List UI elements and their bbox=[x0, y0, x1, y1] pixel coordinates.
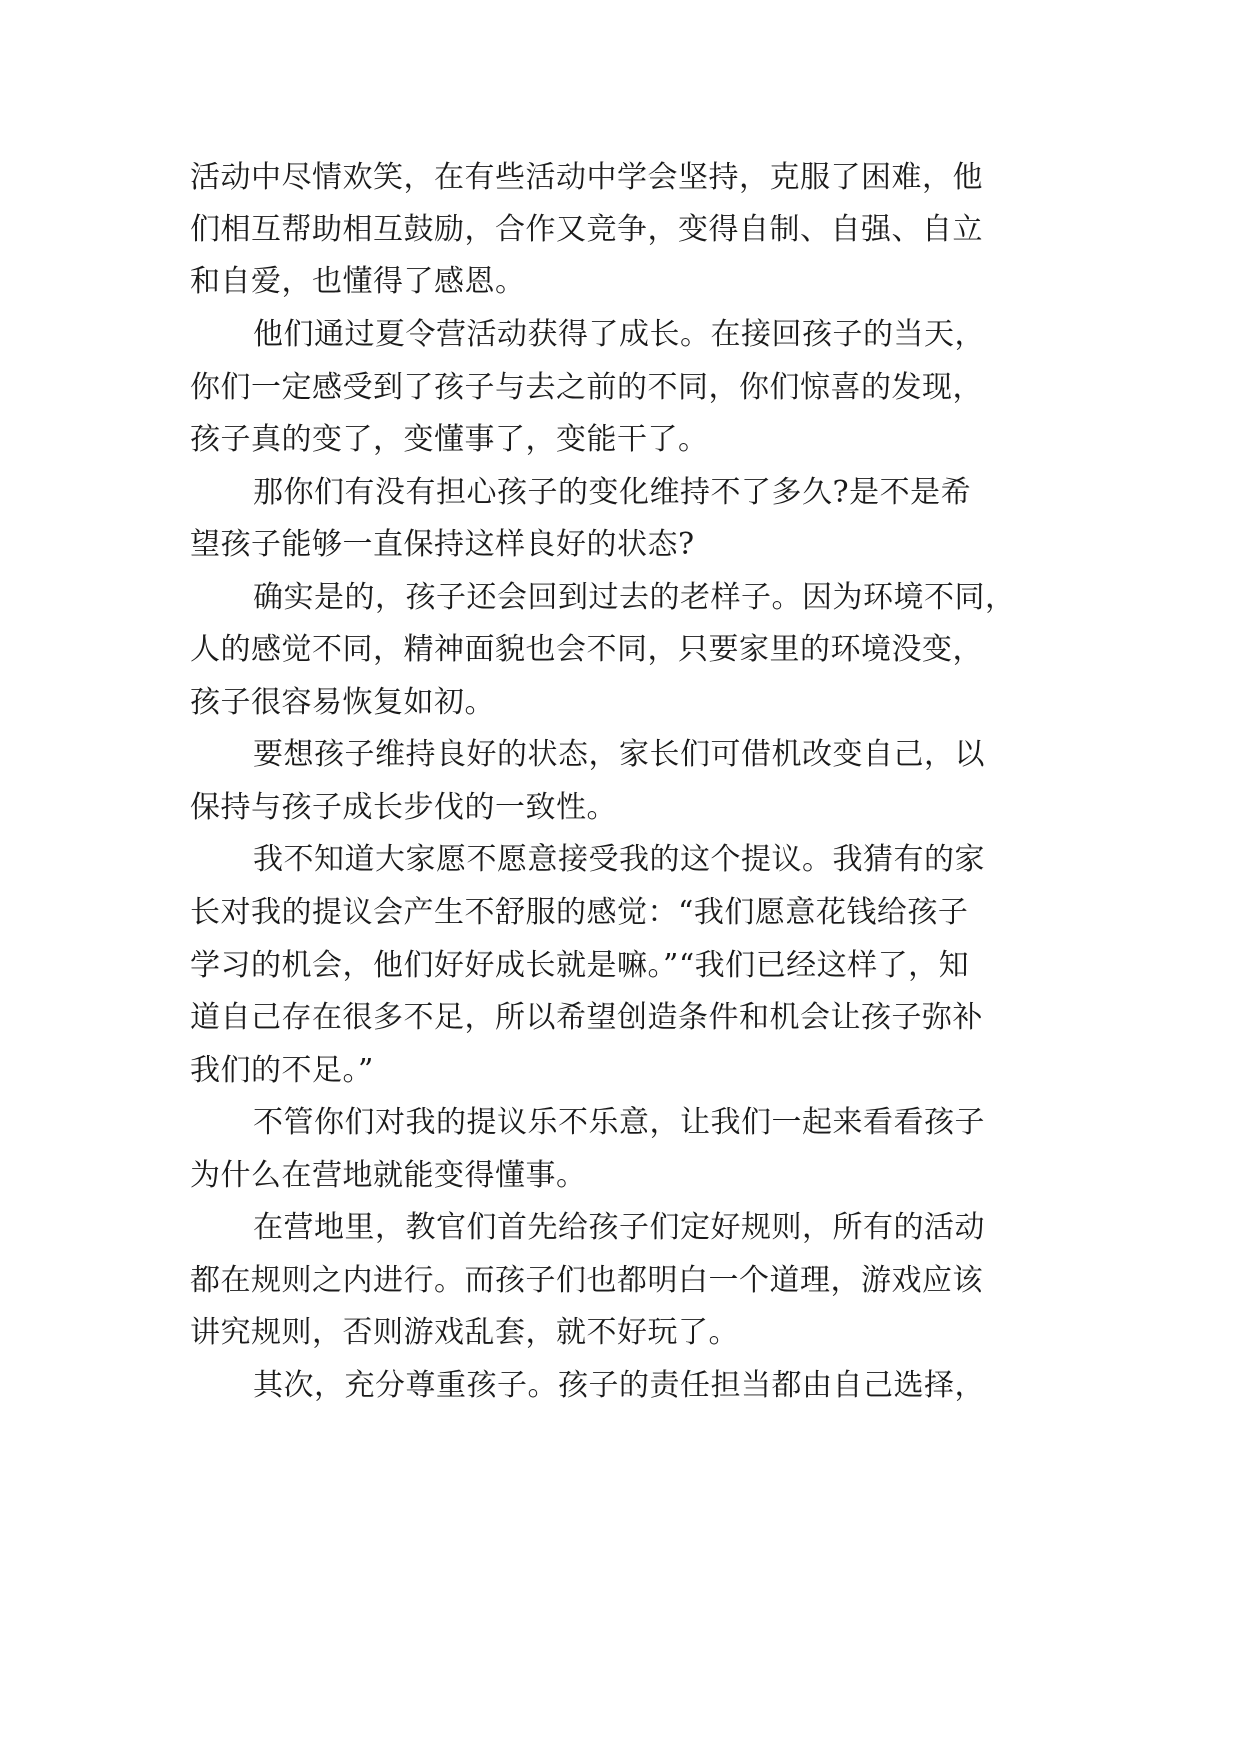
text-line: 讲究规则，否则游戏乱套，就不好玩了。 bbox=[190, 1315, 739, 1350]
paragraph-first-line: 要想孩子维持良好的状态，家长们可借机改变自己，以 bbox=[253, 737, 985, 772]
text-line: 保持与孩子成长步伐的一致性。 bbox=[190, 790, 617, 825]
paragraph-first-line: 在营地里，教官们首先给孩子们定好规则，所有的活动 bbox=[253, 1210, 985, 1245]
text-line: 为什么在营地就能变得懂事。 bbox=[190, 1158, 587, 1193]
text-line: 学习的机会，他们好好成长就是嘛。”“我们已经这样了，知 bbox=[190, 948, 970, 983]
text-line: 孩子很容易恢复如初。 bbox=[190, 685, 495, 720]
text-line: 道自己存在很多不足，所以希望创造条件和机会让孩子弥补 bbox=[190, 1000, 983, 1035]
paragraph-first-line: 我不知道大家愿不愿意接受我的这个提议。我猜有的家 bbox=[253, 842, 985, 877]
paragraph-first-line: 他们通过夏令营活动获得了成长。在接回孩子的当天， bbox=[253, 317, 985, 352]
paragraph-first-line: 其次，充分尊重孩子。孩子的责任担当都由自己选择， bbox=[253, 1368, 985, 1403]
text-line: 们相互帮助相互鼓励，合作又竞争，变得自制、自强、自立 bbox=[190, 212, 983, 247]
text-line: 孩子真的变了，变懂事了，变能干了。 bbox=[190, 422, 709, 457]
text-line: 和自爱，也懂得了感恩。 bbox=[190, 264, 526, 299]
text-line: 我们的不足。” bbox=[190, 1053, 374, 1088]
paragraph-first-line: 那你们有没有担心孩子的变化维持不了多久?是不是希 bbox=[253, 475, 972, 510]
paragraph-first-line: 确实是的，孩子还会回到过去的老样子。因为环境不同， bbox=[253, 580, 1016, 615]
text-line: 都在规则之内进行。而孩子们也都明白一个道理，游戏应该 bbox=[190, 1263, 983, 1298]
text-line: 你们一定感受到了孩子与去之前的不同，你们惊喜的发现， bbox=[190, 370, 983, 405]
text-line: 活动中尽情欢笑，在有些活动中学会坚持，克服了困难，他 bbox=[190, 160, 983, 195]
text-line: 望孩子能够一直保持这样良好的状态? bbox=[190, 527, 695, 562]
text-line: 长对我的提议会产生不舒服的感觉：“我们愿意花钱给孩子 bbox=[190, 895, 969, 930]
text-line: 人的感觉不同，精神面貌也会不同，只要家里的环境没变， bbox=[190, 632, 983, 667]
paragraph-first-line: 不管你们对我的提议乐不乐意，让我们一起来看看孩子 bbox=[253, 1105, 985, 1140]
